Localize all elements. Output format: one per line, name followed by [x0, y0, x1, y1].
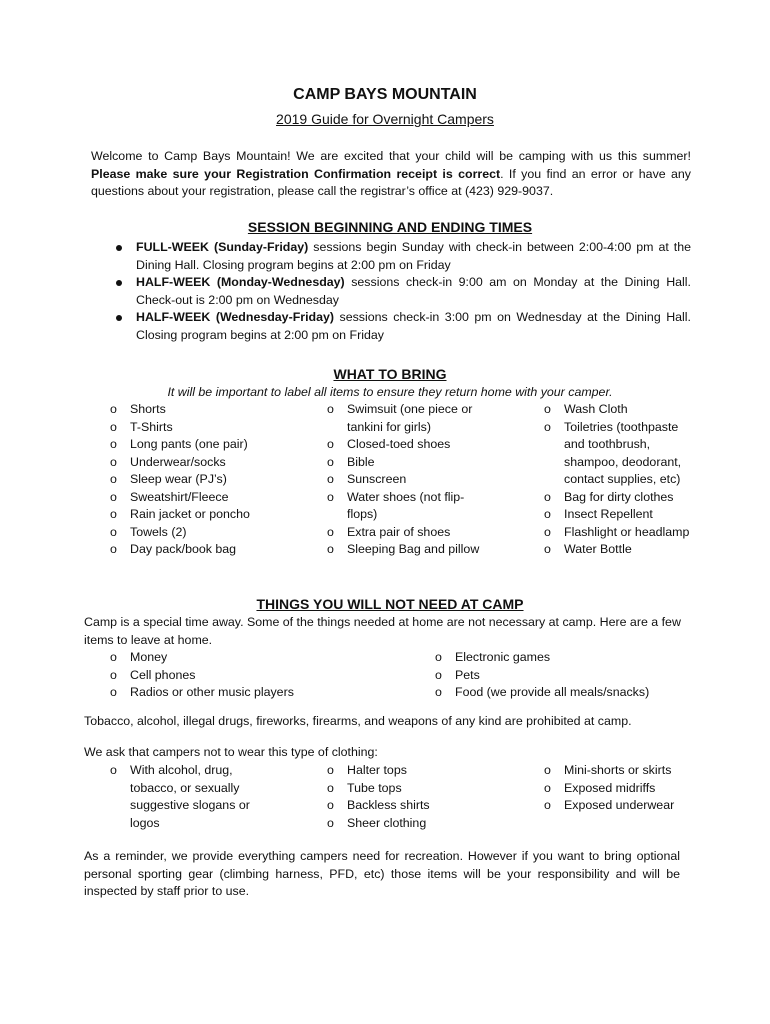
list-item: o Long pants (one pair) — [110, 436, 300, 454]
list-item: o Underwear/socks — [110, 454, 300, 472]
list-item: o Mini-shorts or skirts — [544, 762, 704, 780]
bring-column-2 — [327, 401, 487, 559]
list-item: o Flashlight or headlamp — [544, 524, 694, 542]
not-need-intro: Camp is a special time away. Some of the things needed at home are not necessary at camp. Here are a few items to leave at home. — [84, 615, 681, 647]
prohibited-note: Tobacco, alcohol, illegal drugs, fireworks, firearms, and weapons of any kind are prohibited at camp. — [84, 714, 632, 728]
session-label: HALF-WEEK (Wednesday-Friday) — [136, 310, 335, 324]
session-label: HALF-WEEK (Monday-Wednesday) — [136, 275, 345, 289]
welcome-text-end: . If you find an error or have any questions about your registration, please call the registrar’s office at (423) 929-9037. — [91, 166, 691, 198]
bring-heading: WHAT TO BRING — [333, 366, 447, 382]
list-item: o Sleeping Bag and pillow — [327, 541, 487, 559]
page-subtitle: 2019 Guide for Overnight Campers — [276, 111, 494, 127]
list-item: o Rain jacket or poncho — [110, 506, 300, 524]
clothing-column-3 — [544, 762, 704, 815]
list-item: o Sleep wear (PJ’s) — [110, 471, 300, 489]
welcome-paragraph — [91, 148, 691, 201]
list-item: o Halter tops — [327, 762, 507, 780]
session-text: sessions begin Sunday with check-in between 2:00-4:00 pm at the Dining Hall. Closing program begins at 2:00 pm on Friday — [136, 240, 691, 272]
list-item: o Exposed underwear — [544, 797, 704, 815]
list-item: o Water shoes (not flip-flops) — [327, 489, 487, 524]
bring-note: It will be important to label all items to ensure they return home with your camper. — [167, 385, 613, 399]
list-item: o Water Bottle — [544, 541, 694, 559]
list-item: o Bag for dirty clothes — [544, 489, 694, 507]
list-item: o Radios or other music players — [110, 684, 400, 702]
list-item: o Insect Repellent — [544, 506, 694, 524]
list-item: o Swimsuit (one piece or tankini for girls) — [327, 401, 487, 436]
not-need-column-1 — [110, 649, 400, 702]
bullet-icon — [116, 280, 122, 286]
list-item: o Sweatshirt/Fleece — [110, 489, 300, 507]
list-item: o Exposed midriffs — [544, 780, 704, 798]
welcome-bold-note: Please make sure your Registration Confirmation receipt is correct — [91, 166, 501, 181]
list-item: o T-Shirts — [110, 419, 300, 437]
not-need-column-2 — [435, 649, 695, 702]
page-title: CAMP BAYS MOUNTAIN — [293, 86, 477, 103]
reminder-paragraph: As a reminder, we provide everything campers need for recreation. However if you want to bring optional personal sporting gear (climbing harness, PFD, etc) those items will be your responsibility and will be inspected by staff prior to use. — [84, 849, 680, 898]
bring-column-1 — [110, 401, 300, 559]
clothing-column-1 — [110, 762, 270, 832]
list-item: o Food (we provide all meals/snacks) — [435, 684, 695, 702]
list-item: o Closed-toed shoes — [327, 436, 487, 454]
session-text: sessions check-in 3:00 pm on Wednesday at the Dining Hall. Closing program begins at 2:00 pm on Friday — [136, 310, 691, 342]
list-item: o Bible — [327, 454, 487, 472]
list-item: o Day pack/book bag — [110, 541, 300, 559]
session-item-half-week-wed — [114, 309, 691, 344]
bullet-icon — [116, 315, 122, 321]
bring-column-3 — [544, 401, 694, 559]
list-item: o Backless shirts — [327, 797, 507, 815]
list-item: o Money — [110, 649, 400, 667]
list-item: o Tube tops — [327, 780, 507, 798]
list-item: o Sheer clothing — [327, 815, 507, 833]
bullet-icon — [116, 245, 122, 251]
session-heading: SESSION BEGINNING AND ENDING TIMES — [247, 219, 533, 235]
session-label: FULL-WEEK (Sunday-Friday) — [136, 240, 309, 254]
clothing-intro: We ask that campers not to wear this type of clothing: — [84, 745, 378, 759]
list-item: o Pets — [435, 667, 695, 685]
list-item: o Electronic games — [435, 649, 695, 667]
clothing-column-2 — [327, 762, 507, 832]
list-item: o Toiletries (toothpaste and toothbrush, shampoo, deodorant, contact supplies, etc) — [544, 419, 694, 489]
session-item-half-week-mon — [114, 274, 691, 309]
list-item: o With alcohol, drug, tobacco, or sexually suggestive slogans or logos — [110, 762, 270, 832]
list-item: o Extra pair of shoes — [327, 524, 487, 542]
session-item-full-week — [114, 239, 691, 274]
list-item: o Sunscreen — [327, 471, 487, 489]
list-item: o Shorts — [110, 401, 300, 419]
welcome-text: Welcome to Camp Bays Mountain! We are excited that your child will be camping with us this summer! — [91, 149, 691, 163]
list-item: o Cell phones — [110, 667, 400, 685]
session-text: sessions check-in 9:00 am on Monday at the Dining Hall. Check-out is 2:00 pm on Wednesday — [136, 275, 691, 307]
not-need-heading: THINGS YOU WILL NOT NEED AT CAMP — [256, 596, 524, 612]
session-list — [114, 239, 691, 344]
list-item: o Towels (2) — [110, 524, 300, 542]
list-item: o Wash Cloth — [544, 401, 694, 419]
